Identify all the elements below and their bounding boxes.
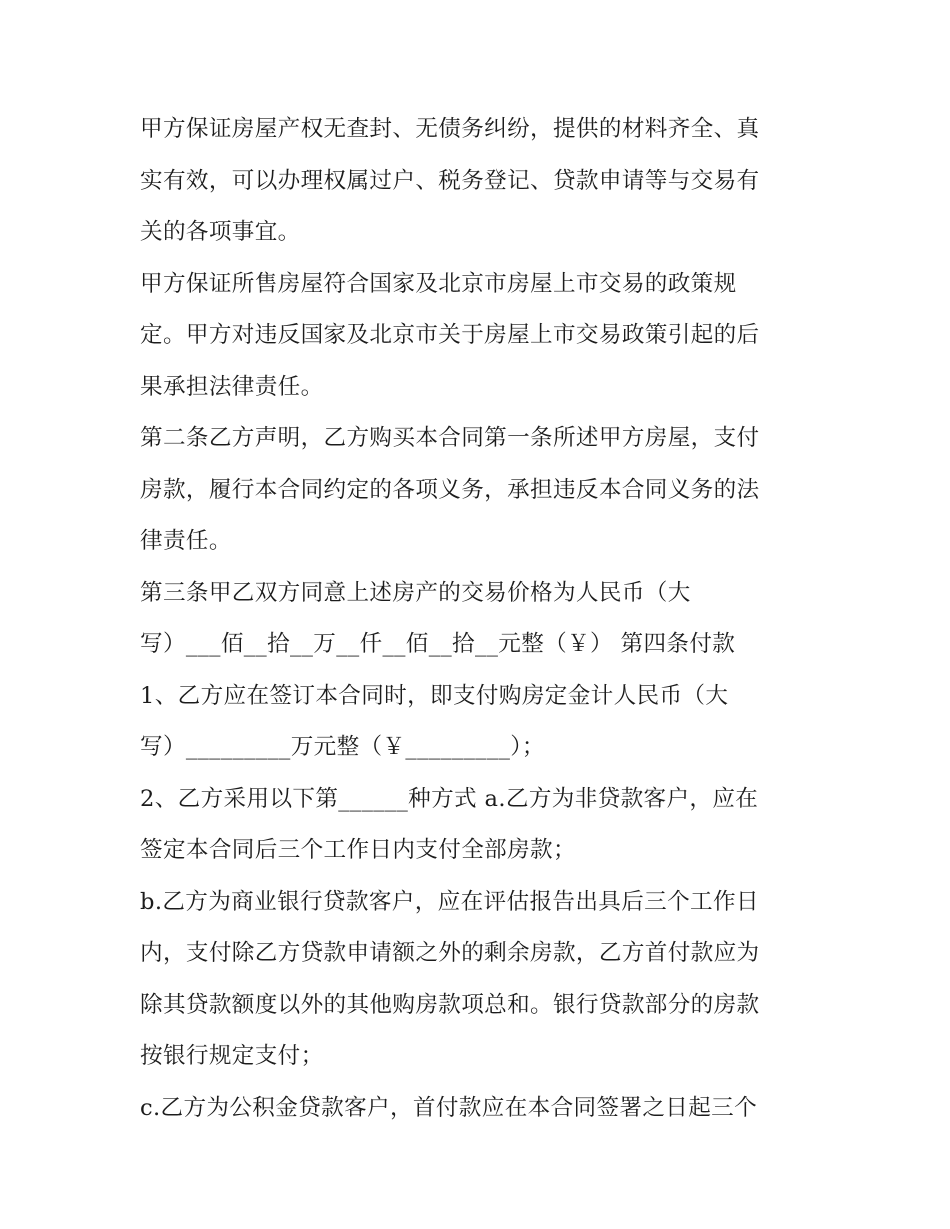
text-line: c.乙方为公积金贷款客户，首付款应在本合同签署之日起三个 [140,1094,758,1121]
text-line: 写）___佰__拾__万__仟__佰__拾__元整（￥） 第四条付款 [140,631,736,657]
text-line: 第二条乙方声明，乙方购买本合同第一条所述甲方房屋，支付 [140,425,760,451]
text-line: 1、乙方应在签订本合同时，即支付购房定金计人民币（大 [140,682,729,709]
text-line: 除其贷款额度以外的其他购房款项总和。银行贷款部分的房款 [140,991,760,1018]
text-line: 果承担法律责任。 [140,373,324,400]
text-line: 房款，履行本合同约定的各项义务，承担违反本合同义务的法 [140,476,760,503]
text-line: 实有效，可以办理权属过户、税务登记、贷款申请等与交易有 [140,167,760,194]
text-line: 定。甲方对违反国家及北京市关于房屋上市交易政策引起的后 [140,322,760,348]
text-line: 内，支付除乙方贷款申请额之外的剩余房款，乙方首付款应为 [140,940,760,966]
paragraph-article-two [140,413,820,568]
paragraph-provident-fund-loan [140,1083,820,1135]
text-line: 2、乙方采用以下第______种方式 a.乙方为非贷款客户，应在 [140,785,759,812]
paragraph-seller-guarantee-title [140,104,820,259]
text-line: 第三条甲乙双方同意上述房产的交易价格为人民币（大 [140,579,691,606]
paragraph-commercial-loan [140,877,820,1083]
text-line: 甲方保证所售房屋符合国家及北京市房屋上市交易的政策规 [140,270,737,297]
text-line: 关的各项事宜。 [140,219,301,245]
text-line: 写）_________万元整（￥_________）； [140,734,545,760]
paragraph-article-three [140,568,820,671]
paragraph-deposit [140,671,820,774]
text-line: 甲方保证房屋产权无查封、无债务纠纷，提供的材料齐全、真 [140,116,760,142]
text-line: 按银行规定支付； [140,1043,324,1069]
text-line: b.乙方为商业银行贷款客户，应在评估报告出具后三个工作日 [140,888,759,915]
paragraph-payment-method [140,774,820,877]
text-line: 签定本合同后三个工作日内支付全部房款； [140,837,576,863]
document-body [140,104,820,1134]
text-line: 律责任。 [140,528,232,554]
paragraph-seller-guarantee-policy [140,259,820,414]
